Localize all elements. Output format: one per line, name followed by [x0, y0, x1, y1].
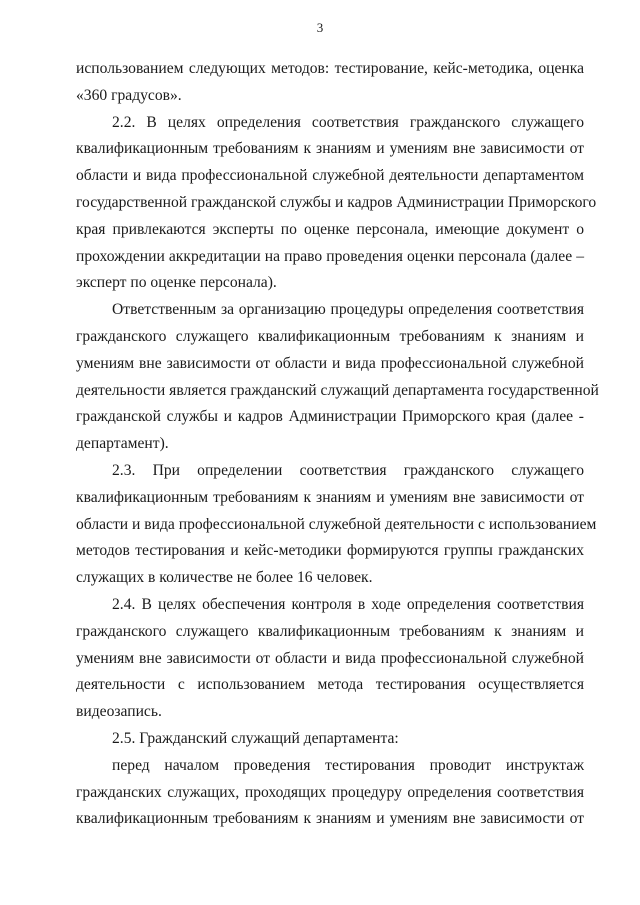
text-line: деятельности является гражданский служащий департамента государственной: [76, 381, 599, 399]
text-line: области и вида профессиональной служебной деятельности с использованием: [76, 515, 597, 533]
text-line: методов тестирования и кейс-методики формируются группы гражданских: [76, 542, 584, 560]
text-line: гражданского служащего квалификационным требованиям к знаниям и: [76, 622, 584, 640]
text-line: квалификационным требованиям к знаниям и умениям вне зависимости от: [76, 810, 584, 828]
text-line: прохождении аккредитации на право проведения оценки персонала (далее –: [76, 247, 584, 265]
paragraph: [76, 592, 584, 726]
text-line: государственной гражданской службы и кадров Администрации Приморского: [76, 193, 597, 211]
paragraph: [76, 458, 597, 592]
text-line: гражданских служащих, проходящих процедуру определения соответствия: [76, 783, 584, 801]
text-line: деятельности с использованием метода тестирования осуществляется: [76, 676, 584, 694]
paragraph: [76, 110, 597, 298]
text-line: использованием следующих методов: тестирование, кейс-методика, оценка: [76, 60, 584, 77]
text-line: видеозапись.: [76, 703, 162, 721]
text-line: гражданского служащего квалификационным требованиям к знаниям и: [76, 327, 584, 345]
text-line: области и вида профессиональной служебной деятельности департаментом: [76, 167, 584, 185]
text-line: 2.3. При определении соответствия гражданского служащего: [112, 461, 584, 479]
text-line: умениям вне зависимости от области и вида профессиональной служебной: [76, 649, 584, 667]
paragraph: [76, 56, 584, 110]
text-line: перед началом проведения тестирования проводит инструктаж: [112, 756, 584, 774]
text-line: края привлекаются эксперты по оценке персонала, имеющие документ о: [76, 220, 584, 238]
text-line: 2.5. Гражданский служащий департамента:: [112, 729, 399, 747]
paragraph: [76, 726, 584, 753]
text-line: эксперт по оценке персонала).: [76, 274, 277, 292]
document-body: [76, 56, 599, 833]
text-line: «360 градусов».: [76, 86, 182, 104]
text-line: квалификационным требованиям к знаниям и умениям вне зависимости от: [76, 140, 584, 158]
text-line: квалификационным требованиям к знаниям и умениям вне зависимости от: [76, 488, 584, 506]
text-line: Ответственным за организацию процедуры определения соответствия: [112, 301, 584, 319]
paragraph: [76, 753, 584, 833]
page-number: 3: [316, 20, 324, 35]
text-line: 2.4. В целях обеспечения контроля в ходе определения соответствия: [112, 595, 584, 613]
paragraph: [76, 297, 599, 458]
text-line: 2.2. В целях определения соответствия гражданского служащего: [112, 113, 584, 131]
text-line: гражданской службы и кадров Администрации Приморского края (далее -: [76, 408, 584, 426]
text-line: служащих в количестве не более 16 человек.: [76, 569, 373, 587]
text-line: департамент).: [76, 435, 169, 453]
text-line: умениям вне зависимости от области и вида профессиональной служебной: [76, 354, 584, 372]
